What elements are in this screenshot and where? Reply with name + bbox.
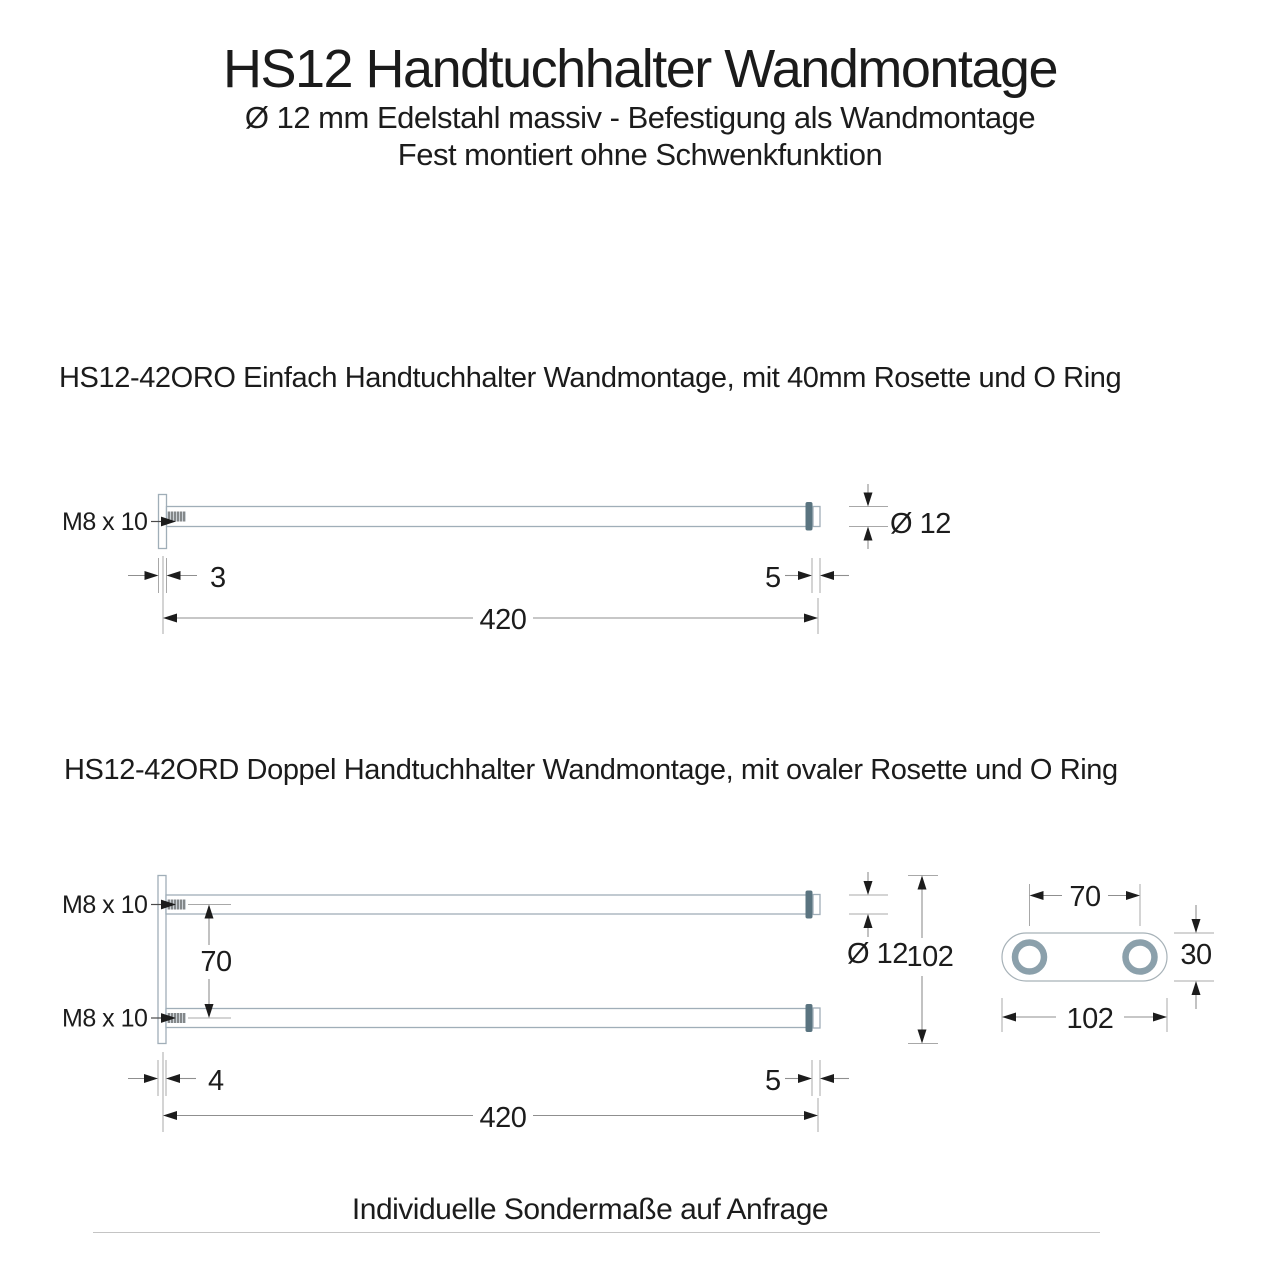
rosette-hole-right xyxy=(1126,943,1155,972)
dim-rosette-depth xyxy=(1174,905,1214,1009)
thread-label-bottom: M8 x 10 xyxy=(62,1004,148,1033)
plate-height-label: 102 xyxy=(906,941,954,973)
arrowhead xyxy=(804,614,818,623)
arrowhead xyxy=(1192,919,1201,933)
arrowhead xyxy=(864,527,873,541)
rosette-hole-left xyxy=(1015,943,1044,972)
dim-end-cap xyxy=(765,558,849,594)
drawing-double-bar xyxy=(0,850,1280,1150)
dim-bar-spacing xyxy=(188,905,232,1019)
towel-bar-top xyxy=(166,895,812,914)
arrowhead xyxy=(918,876,927,890)
end-cap xyxy=(813,507,820,527)
page-title: HS12 Handtuchhalter Wandmontage xyxy=(222,39,1058,99)
length-label: 420 xyxy=(479,604,527,636)
towel-bar xyxy=(167,507,813,527)
dim-diameter xyxy=(849,484,951,549)
arrowhead xyxy=(145,571,159,580)
drawing-single-bar xyxy=(0,430,1280,690)
cap-label: 5 xyxy=(765,1065,781,1097)
end-cap-top xyxy=(813,895,820,915)
section-heading-single: HS12-42ORO Einfach Handtuchhalter Wandmontage, mit 40mm Rosette und O Ring xyxy=(59,362,1122,394)
dim-length xyxy=(163,1052,818,1134)
rosette-offset-label: 4 xyxy=(208,1065,224,1097)
arrowhead xyxy=(820,571,834,580)
cap-label: 5 xyxy=(765,562,781,594)
page-subtitle: Ø 12 mm Edelstahl massiv - Befestigung als Wandmontage xyxy=(244,100,1036,135)
dim-rosette-offset xyxy=(128,558,226,594)
diameter-label: Ø 12 xyxy=(890,508,951,540)
o-ring-bottom xyxy=(806,1004,813,1032)
diameter-label: Ø 12 xyxy=(847,938,908,970)
footer-note: Individuelle Sondermaße auf Anfrage xyxy=(351,1193,829,1226)
rosette-depth-label: 30 xyxy=(1180,939,1212,971)
arrowhead xyxy=(798,1074,812,1083)
arrowhead xyxy=(804,1111,818,1120)
arrowhead xyxy=(864,493,873,507)
footer-divider xyxy=(93,1232,1100,1233)
arrowhead xyxy=(163,614,177,623)
arrowhead xyxy=(864,881,873,895)
dim-hole-spacing xyxy=(1030,881,1141,926)
arrowhead xyxy=(1002,1013,1016,1022)
dim-rosette-width xyxy=(1002,998,1167,1035)
oval-rosette-front xyxy=(1002,933,1167,981)
arrowhead xyxy=(1126,891,1140,900)
o-ring-top xyxy=(806,891,813,919)
dim-plate-height xyxy=(907,876,954,1044)
arrowhead xyxy=(798,571,812,580)
thread-label: M8 x 10 xyxy=(62,508,148,536)
towel-bar-bottom xyxy=(166,1009,812,1028)
end-cap-bottom xyxy=(813,1008,820,1028)
dim-diameter xyxy=(847,872,908,970)
hole-spacing-label: 70 xyxy=(1069,881,1101,913)
arrowhead xyxy=(864,914,873,928)
arrowhead xyxy=(820,1074,834,1083)
mounting-note: Fest montiert ohne Schwenkfunktion xyxy=(397,137,883,172)
arrowhead xyxy=(1153,1013,1167,1022)
arrowhead xyxy=(166,1074,180,1083)
thread-label-top: M8 x 10 xyxy=(62,891,148,919)
bar-spacing-label: 70 xyxy=(200,946,232,978)
arrowhead xyxy=(1192,981,1201,995)
dim-rosette-offset xyxy=(128,1060,224,1097)
dim-length xyxy=(163,556,818,636)
rosette-width-label: 102 xyxy=(1066,1003,1114,1035)
length-label: 420 xyxy=(479,1102,527,1134)
dim-end-cap xyxy=(765,1060,849,1097)
arrowhead xyxy=(918,1030,927,1044)
arrowhead xyxy=(163,1111,177,1120)
arrowhead xyxy=(144,1074,158,1083)
rosette-offset-label: 3 xyxy=(210,562,226,594)
o-ring xyxy=(806,502,813,531)
section-heading-double: HS12-42ORD Doppel Handtuchhalter Wandmontage, mit ovaler Rosette und O Ring xyxy=(64,754,1118,786)
arrowhead xyxy=(1030,891,1044,900)
arrowhead xyxy=(167,571,181,580)
